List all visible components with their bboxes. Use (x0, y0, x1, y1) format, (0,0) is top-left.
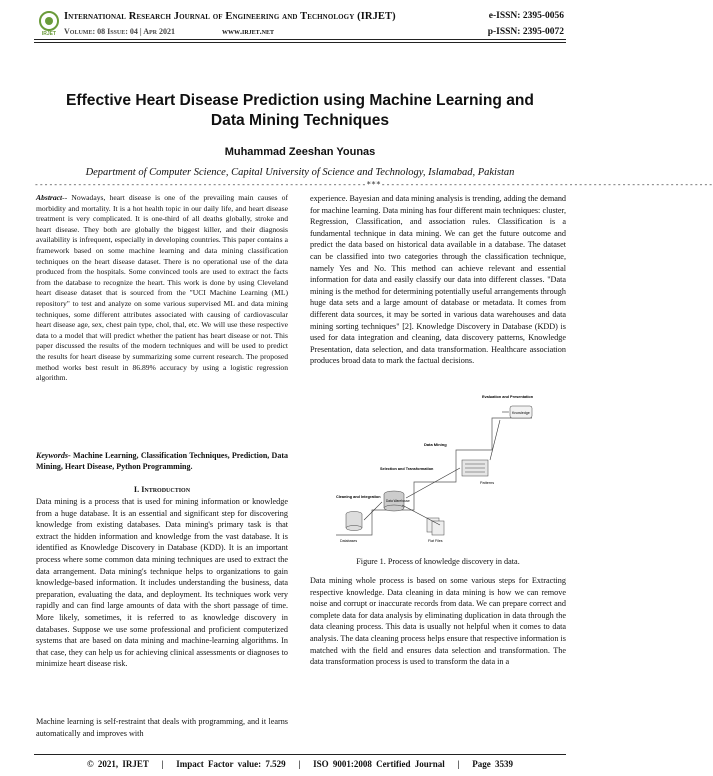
paper-author: Muhammad Zeeshan Younas (224, 146, 376, 158)
kdd-process-figure (332, 390, 537, 555)
footer-divider-2: | (298, 759, 301, 769)
footer-divider-1: | (161, 759, 164, 769)
databases-icon (346, 512, 362, 531)
intro-paragraph-1: Data mining is a process that is used for mining information or knowledge from a huge database. It is an essential and significant step for discovering knowledge from existing databases. Data mining's primary task is that extract the hidden information and knowledge from the vast database. It is identified as Knowledge Discovery in Database (KDD). It is an important process where some common data mining techniques are used to extract the data arrangement. Data mining's technique helps to organizations to gain knowledge-based information. It includes understanding the business, data preparation, evaluating the data, and deployment. Its techniques work very rapidly and can find large amounts of data with the short passage of time. More likely, sometimes, it is referred to as knowledge discovery in databases. Suppose we use some professional and proficient computerized systems that are based on data mining and machine-learning algorithms. In that case, they can help us for achieving clinical assessments or diagnoses to minimize heart disease risk. (36, 497, 288, 669)
label-data-mining: Data Mining (424, 442, 447, 447)
label-databases: Databases (340, 539, 358, 543)
footer-copyright: © 2021, IRJET (86, 759, 149, 769)
keywords (36, 450, 288, 472)
flat-files-icon (427, 518, 444, 535)
keywords-label: Keywords (36, 451, 68, 460)
header-rule-thin (34, 42, 566, 43)
right-paragraph-2: Data mining whole process is based on some various steps for Extracting respective knowledge. Data cleaning in data mining is how we can remove noise and corrupt or inaccurate records from data. We can prepare correct and complete data for data analysis by eliminating duplication in data through the data cleaning process. This data is usually not helpful when it comes to data analysis. The data cleaning process helps ensure that respective information is matched with the field and ensures data selection and transformation. The data transformation process is used to transform the data in a (310, 576, 566, 667)
title-separator: ---------------------------------------------------------------------***--------------------------------------------------------------------- (34, 180, 713, 189)
label-selection: Selection and Transformation (380, 467, 434, 471)
paper-title: Effective Heart Disease Prediction using Machine Learning and Data Mining Techniques (66, 92, 534, 129)
footer-iso: ISO 9001:2008 Certified Journal (313, 759, 445, 769)
label-warehouse: Data Warehouse (386, 499, 410, 503)
label-flat-files: Flat Files (428, 539, 443, 543)
intro-paragraph-2: Machine learning is self-restraint that deals with programming, and it learns automatically and improves with (36, 717, 288, 738)
label-knowledge: Knowledge (512, 411, 530, 415)
paper-affiliation: Department of Computer Science, Capital University of Science and Technology, Islamabad, Pakistan (85, 167, 515, 178)
label-cleaning: Cleaning and Integration (336, 495, 381, 499)
header-rule (34, 39, 566, 40)
irjet-logo (36, 10, 62, 36)
keywords-text: - Machine Learning, Classification Techniques, Prediction, Data Mining, Heart Disease, Python Programming. (36, 451, 288, 471)
label-evaluation: Evaluation and Presentation (482, 395, 534, 399)
logo-text: IRJET (41, 31, 57, 37)
p-issn: p-ISSN: 2395-0072 (487, 27, 564, 37)
section-heading-introduction: I. Introduction (133, 485, 191, 494)
footer-divider-3: | (457, 759, 460, 769)
abstract-label: Abstract (36, 193, 63, 202)
e-issn: e-ISSN: 2395-0056 (488, 11, 564, 21)
journal-name: International Research Journal of Engineering and Technology (IRJET) (64, 11, 396, 22)
abstract (36, 193, 288, 384)
journal-url[interactable]: www.irjet.net (222, 27, 275, 36)
footer-page: Page 3539 (472, 759, 514, 769)
patterns-icon (462, 460, 488, 476)
page-footer (34, 754, 566, 769)
footer-impact: Impact Factor value: 7.529 (176, 759, 286, 769)
label-patterns: Patterns (480, 481, 495, 485)
right-paragraph-1: experience. Bayesian and data mining analysis is trending, adding the demand for machine learning. Data mining has four different main techniques: cluster, Regression, Classification, and association rules. Classification is a fundamental technique in data mining. We can get the future outcome and predict the data based on historical data available in a database. The dataset can be classified into two categories through the classification technique, namely Yes and No. This method can achieve relevant and essential information for data and easily classify our data into different classes. "Data mining is the method for determining potentially useful arrangements through huge data sets and a large amount of database or metadata. It comes from different data sources, it may be sorted in various data warehouses and data mining sorting techniques" [2]. Knowledge Discovery in Database (KDD) is used for data integration and cleaning, data discovery patterns, Knowledge Presentation, data selection, and data transformation. Healthcare association produces broad data to mark the factual decisions. (310, 194, 567, 366)
journal-issue: Volume: 08 Issue: 04 | Apr 2021 (64, 27, 175, 36)
figure-caption: Figure 1. Process of knowledge discovery in data. (356, 557, 520, 566)
abstract-text: -- Nowadays, heart disease is one of the prevailing main causes of morbidity and mortality. It is a hot health topic in our daily life, and heart disease treatment is very complicated. It is one-third of all deaths globally, stroke and heart disease. They both are globally the biggest killer, and their diagnosis availability is infrequent, especially in developing countries. This paper contains a framework based on some machine learning and data mining classification techniques on the heart disease dataset. There is no operational use of the data produced from the hospitals. Some convinced tools are used to extract the facts from the database to recognize the heart. This work is done by using Cleveland heart disease dataset that is sourced from the "UCI Machine Learning (ML) repository" to test and analyze on some various supervised ML and data mining techniques, some different attributes associated with causing of cardiovascular heart disease age, sex, chest pain type, chol, thal, etc. We will use these respective data to a model that will predict whether the patient has heart disease or not. This paper discussed the results of the modern techniques and will be used to predict the results for heart disease by summarizing some current research. The proposed method works best result in 86.89% accuracy by using a logistic regression algorithm. (36, 193, 288, 383)
